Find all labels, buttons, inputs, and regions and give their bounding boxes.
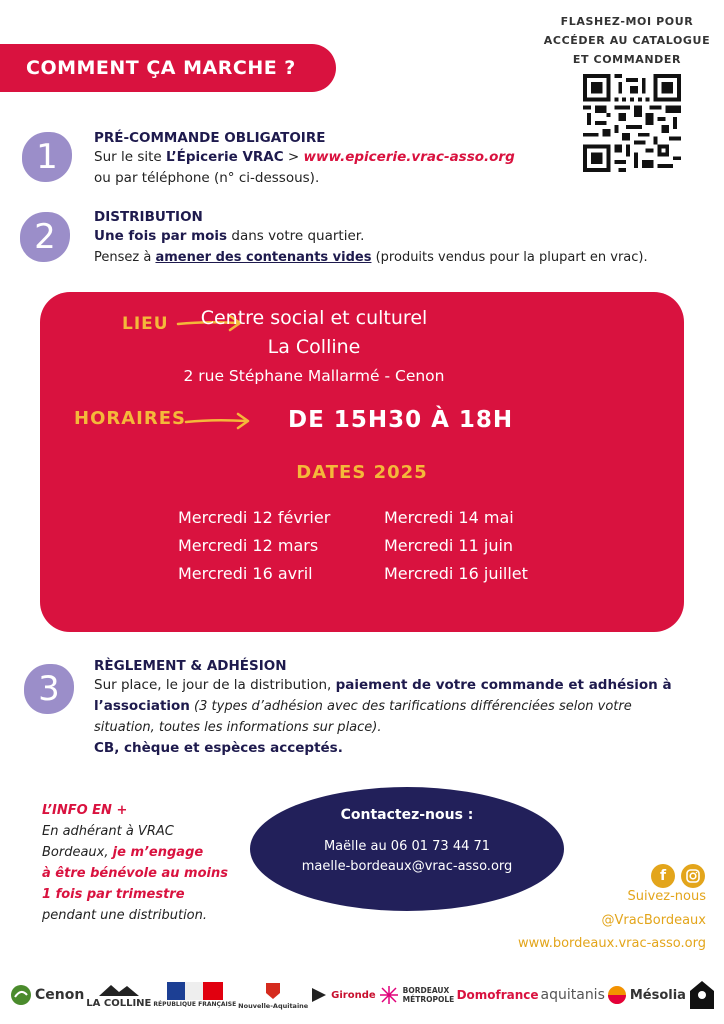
republique-logo: RÉPUBLIQUE FRANÇAISE [153,982,236,1008]
step-2-line-2: Pensez à amener des contenants vides (produits vendus pour la plupart en vrac). [94,250,648,265]
date-item: Mercredi 12 mars [178,536,319,555]
follow-label: Suivez-nous [627,889,706,904]
dates-right [384,504,528,588]
date-item: Mercredi 16 avril [178,564,313,583]
contact-bubble [250,787,564,911]
contact-phone[interactable]: Maëlle au 06 01 73 44 71 [323,839,491,854]
step-1 [94,130,694,189]
page-title: COMMENT ÇA MARCHE ? [26,57,296,79]
step-2-badge: 2 [20,212,70,262]
page-title-banner [0,44,336,92]
arrow-icon [184,410,254,432]
mesolia-logo: Mésolia [607,985,686,1005]
la-colline-logo: LA COLLINE [86,982,151,1009]
step-1-line-1: Sur le site L’Épicerie VRAC > www.epicerie.vrac-asso.org [94,149,515,165]
nouvelle-aquitaine-logo: Nouvelle-Aquitaine [238,981,308,1010]
step-3-title: RÈGLEMENT & ADHÉSION [94,658,287,674]
info-title: L’INFO EN + [42,803,128,818]
date-item: Mercredi 11 juin [384,536,514,555]
social-icons [651,864,705,888]
step-3 [94,658,704,759]
step-2 [94,209,704,268]
step-3-badge: 3 [24,664,74,714]
lieu-name-1: Centre social et culturel [200,307,428,329]
info-block: L’INFO EN + En adhérant à VRAC Bordeaux, je m’engage à être bénévole au moins 1 fois par trimestre pendant une distribution. [42,800,252,926]
step-3-line-2: l’association (3 types d’adhésion avec des tarifications différenciées selon votre [94,698,632,714]
contact-title: Contactez-nous : [340,807,474,823]
instagram-icon[interactable] [681,864,705,888]
lieu-label: LIEU [122,314,169,334]
date-item: Mercredi 16 juillet [384,564,528,583]
distribution-card [40,292,684,632]
website-link[interactable]: www.bordeaux.vrac-asso.org [518,936,706,951]
cenon-logo: Cenon [10,984,84,1006]
aquitanis-logo: aquitanis [540,987,605,1003]
horaires-label: HORAIRES [74,408,186,429]
dates-title: DATES 2025 [296,462,428,483]
step-2-title: DISTRIBUTION [94,209,203,225]
step-3-line-1: Sur place, le jour de la distribution, paiement de votre commande et adhésion à [94,677,672,693]
step-1-line-2: ou par téléphone (n° ci-dessous). [94,170,320,186]
bordeaux-metropole-logo: BORDEAUX MÉTROPOLE [378,984,455,1006]
horaires-value: DE 15H30 À 18H [288,407,514,433]
date-item: Mercredi 12 février [178,508,331,527]
step-1-title: PRÉ-COMMANDE OBLIGATOIRE [94,130,326,146]
contact-email[interactable]: maelle-bordeaux@vrac-asso.org [301,859,513,874]
qr-caption: FLASHEZ-MOI POUR ACCÉDER AU CATALOGUE ET COMMANDER [543,15,711,66]
epicerie-link[interactable]: www.epicerie.vrac-asso.org [303,149,515,165]
step-2-line-1: Une fois par mois dans votre quartier. [94,228,365,244]
lieu-name-2: La Colline [267,336,361,358]
dates-left [178,504,330,588]
date-item: Mercredi 14 mai [384,508,514,527]
fondation-logo [688,979,716,1011]
partner-logos [10,972,716,1018]
step-3-line-3: situation, toutes les informations sur place). [94,720,382,735]
step-1-badge: 1 [22,132,72,182]
domofrance-logo: Domofrance [456,988,539,1002]
step-3-line-4: CB, chèque et espèces acceptés. [94,740,343,756]
facebook-icon[interactable]: f [651,864,675,888]
social-handle[interactable]: @VracBordeaux [601,913,706,928]
lieu-address: 2 rue Stéphane Mallarmé - Cenon [183,367,445,385]
gironde-logo: Gironde [310,986,376,1004]
lieu-block [129,304,679,391]
